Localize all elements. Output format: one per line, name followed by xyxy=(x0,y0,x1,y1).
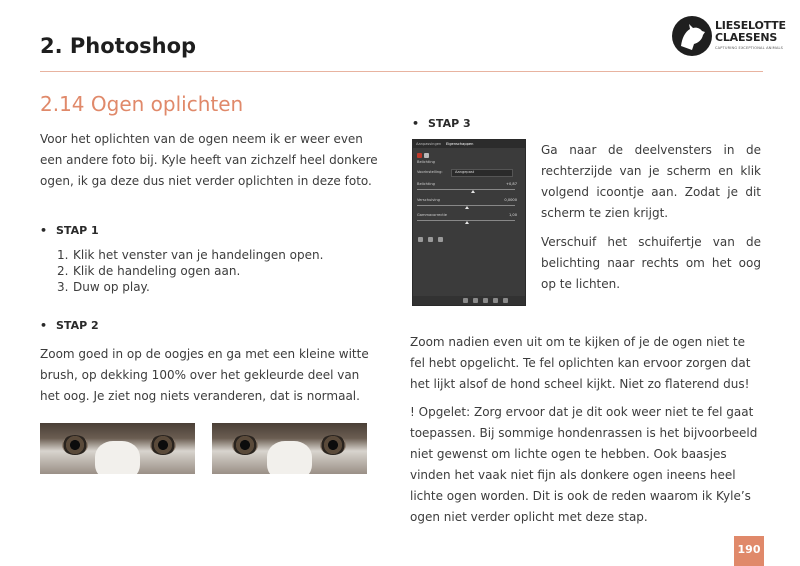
slider-label: Gammacorrectie xyxy=(417,213,447,217)
stap3-paragraph-2: Verschuif het schuifertje van de belichting naar rechts om het oog op te lichten. xyxy=(541,235,761,291)
offset-slider-handle xyxy=(465,206,469,209)
logo-name-first: LIESELOTTE xyxy=(715,19,786,32)
mask-icon xyxy=(424,153,429,158)
bullet: • xyxy=(40,319,48,332)
eye-icon xyxy=(493,298,498,303)
stap1-label: STAP 1 xyxy=(56,224,99,237)
bullet: • xyxy=(40,224,48,237)
dog-eyes-photo-before xyxy=(40,423,195,474)
slider-value: 0,0000 xyxy=(504,198,517,202)
body-paragraph-1: Zoom nadien even uit om te kijken of je de ogen niet te fel hebt opgelicht. Te fel oplichten kan ervoor zorgen dat het lijkt alsof de hond scheel kijkt. Niet zo flaterend dus! xyxy=(410,335,751,391)
step-text: Klik het venster van je handelingen open. xyxy=(73,248,324,262)
stap1-heading xyxy=(40,224,99,237)
panel-tabs xyxy=(413,140,525,148)
stap1-steps xyxy=(57,247,377,295)
slider-label: Belichting xyxy=(417,182,435,186)
stap3-paragraph-1: Ga naar de deelvensters in de rechterzijde van je scherm en klik volgend icoontje aan. Zodat je dit scherm te zien krijgt. xyxy=(541,143,761,220)
view-icon xyxy=(473,298,478,303)
exposure-slider-handle xyxy=(471,190,475,193)
stap2-label: STAP 2 xyxy=(56,319,99,332)
stap2-heading xyxy=(40,319,99,332)
section-title: 2.14 Ogen oplichten xyxy=(40,92,244,116)
panel-footer xyxy=(413,296,525,305)
tab-eigenschappen: Eigenschappen xyxy=(446,142,474,146)
preset-label: Voorinstelling: xyxy=(417,170,443,174)
dog-eyes-photo-after xyxy=(212,423,367,474)
photoshop-properties-panel xyxy=(412,139,526,306)
step-number: 3. xyxy=(57,280,69,294)
layer-label: Belichting xyxy=(417,160,435,164)
brand-logo xyxy=(672,16,786,56)
header-divider xyxy=(40,71,763,72)
list-item xyxy=(57,247,377,263)
eyedropper-icon xyxy=(418,237,423,242)
stap2-paragraph: Zoom goed in op de oogjes en ga met een kleine witte brush, op dekking 100% over het gekleurde deel van het oog. Je ziet nog niets veranderen, dat is normaal. xyxy=(40,347,369,403)
dog-silhouette-icon xyxy=(672,16,712,56)
stap3-heading xyxy=(412,117,471,130)
list-item xyxy=(57,279,377,295)
bullet: • xyxy=(412,117,420,130)
slider-label: Verschuiving xyxy=(417,198,440,202)
step-number: 1. xyxy=(57,248,69,262)
eyedropper-icon xyxy=(428,237,433,242)
logo-name-last: CLAESENS xyxy=(715,31,778,44)
adjustment-icon xyxy=(417,153,422,158)
preset-value: Aangepast xyxy=(455,170,475,174)
eyedropper-icon xyxy=(438,237,443,242)
step-number: 2. xyxy=(57,264,69,278)
body-paragraph-2: ! Opgelet: Zorg ervoor dat je dit ook weer niet te fel gaat toepassen. Bij sommige hondenrassen is het bijvoorbeeld niet gewenst om lichte ogen te hebben. Ook baasjes vinden het vaak niet fijn als donkere ogen ineens heel lichte ogen worden. Dit is ook de reden waarom ik Kyle’s ogen niet verder oplicht met deze stap. xyxy=(410,405,758,524)
chapter-title: 2. Photoshop xyxy=(40,34,197,58)
gamma-slider-handle xyxy=(465,221,469,224)
trash-icon xyxy=(503,298,508,303)
clip-icon xyxy=(463,298,468,303)
list-item xyxy=(57,263,377,279)
reset-icon xyxy=(483,298,488,303)
preset-dropdown xyxy=(451,169,513,177)
step-text: Duw op play. xyxy=(73,280,150,294)
step-text: Klik de handeling ogen aan. xyxy=(73,264,241,278)
page-number: 190 xyxy=(734,536,764,566)
stap3-label: STAP 3 xyxy=(428,117,471,130)
exposure-slider-track xyxy=(417,189,515,190)
tab-aanpassingen: Aanpassingen xyxy=(416,142,442,146)
logo-tagline: CAPTURING EXCEPTIONAL ANIMALS xyxy=(715,46,784,50)
intro-paragraph: Voor het oplichten van de ogen neem ik er weer even een andere foto bij. Kyle heeft van zichzelf heel donkere ogen, ik ga deze dus niet verder oplichten in deze foto. xyxy=(40,132,378,188)
slider-value: 1,00 xyxy=(508,213,517,217)
slider-value: +0,87 xyxy=(505,182,517,186)
